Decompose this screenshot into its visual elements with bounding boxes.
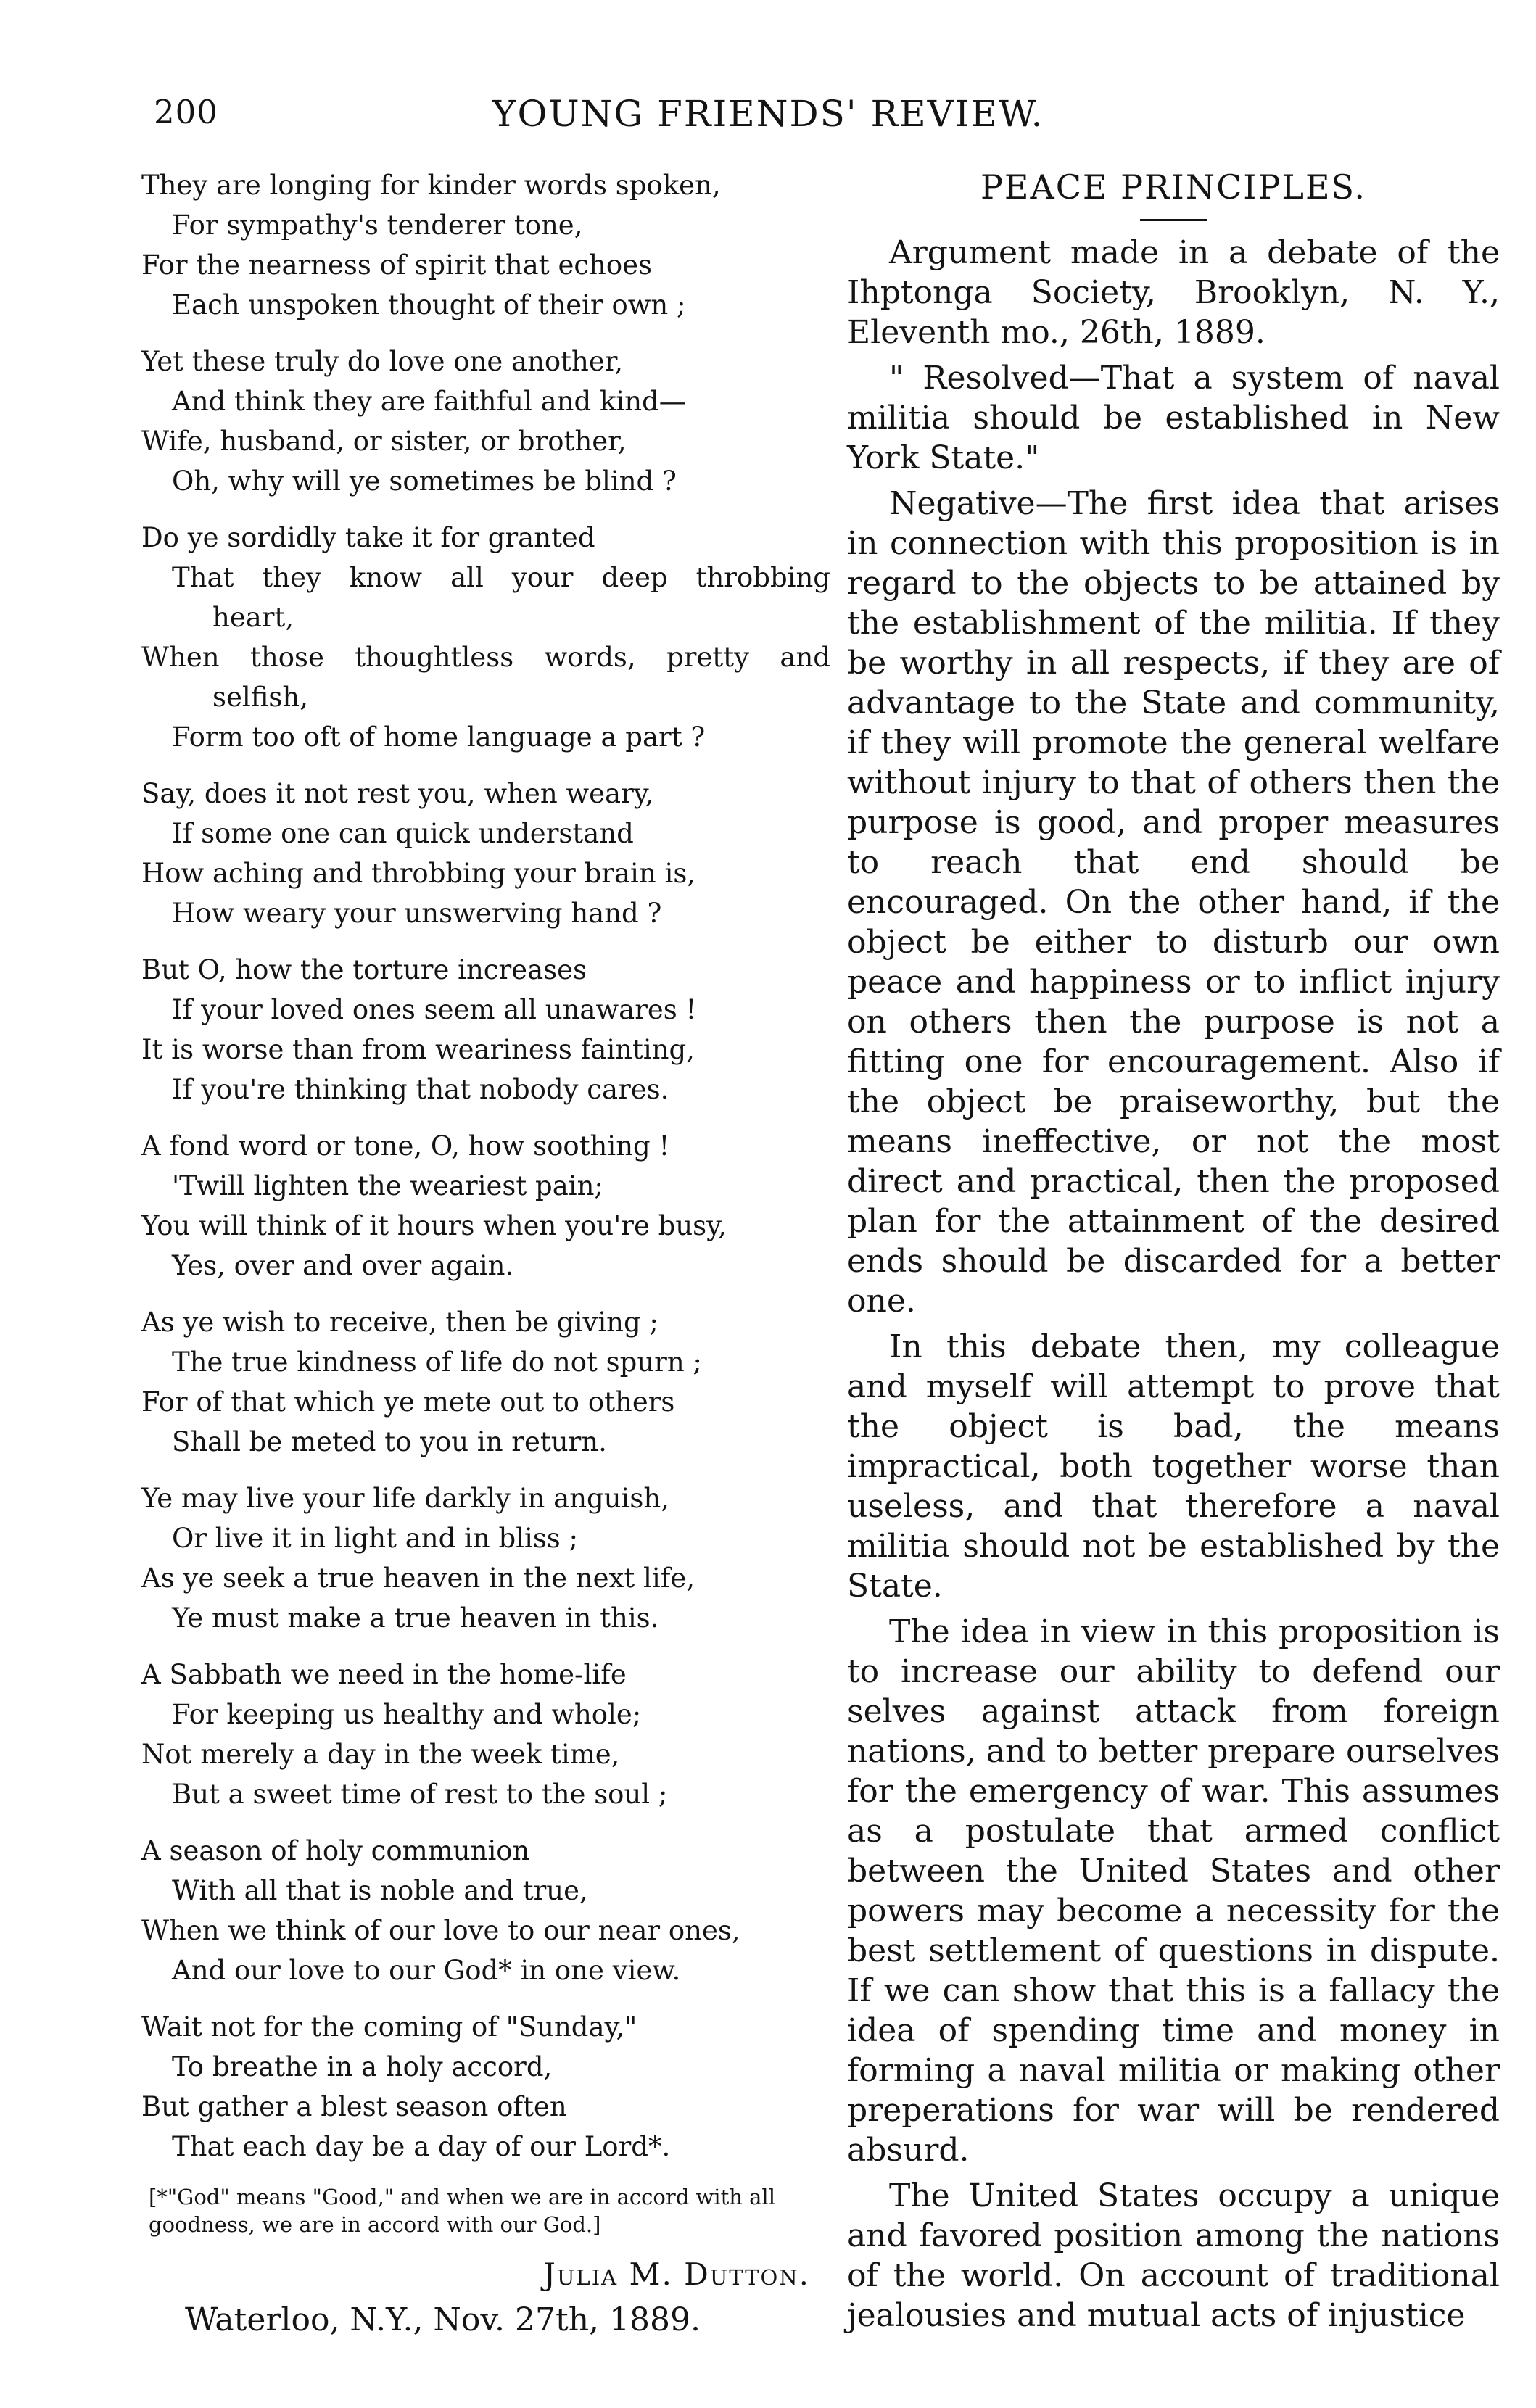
poem-line: How weary your unswerving hand ?	[172, 898, 662, 929]
poem-stanza	[141, 1831, 830, 1990]
poem-line: For of that which ye mete out to others	[141, 1386, 675, 1418]
poem-line: That each day be a day of our Lord*.	[172, 2131, 671, 2162]
poem-line: It is worse than from weariness fainting,	[141, 1034, 695, 1065]
poem-line: A season of holy communion	[141, 1835, 530, 1866]
poem-line: They are longing for kinder words spoken,	[141, 170, 721, 201]
poem-line: For keeping us healthy and whole;	[172, 1699, 642, 1730]
poem-stanza	[141, 1478, 830, 1638]
author-signature: Julia M. Dutton.	[543, 2256, 810, 2292]
poem-line: Ye must make a true heaven in this.	[172, 1602, 659, 1634]
poem-stanza	[141, 165, 830, 325]
poem-stanza	[141, 1302, 830, 1462]
running-title: YOUNG FRIENDS' REVIEW.	[492, 93, 1044, 135]
page-header	[0, 93, 1536, 144]
poem-line: But gather a blest season often	[141, 2091, 567, 2122]
poem-line: For the nearness of spirit that echoes	[141, 249, 653, 281]
poem-stanza	[141, 950, 830, 1109]
poem-line: Form too oft of home language a part ?	[172, 721, 706, 753]
article-paragraph: The United States occupy a unique and favored position among the nations of the world. On account of traditional jealousies and mutual acts of injustice	[847, 2177, 1500, 2334]
poem-line: Oh, why will ye sometimes be blind ?	[172, 466, 677, 497]
poem-stanza	[141, 2007, 830, 2167]
poem-line: With all that is noble and true,	[172, 1875, 588, 1906]
poem-line: heart,	[212, 602, 294, 633]
page-number: 200	[154, 93, 218, 131]
article-paragraph: Negative—The first idea that arises in connection with this proposition is in regard to the objects to be attained by the establishment of the militia. If they be worthy in all respects, if they are of advantage to the State and community, if they will promote the general welfare without injury to that of others then the purpose is good, and proper measures to reach that end should be encouraged. On the other hand, if the object be either to disturb our own peace and happiness or to inflict injury on others then the purpose is not a fitting one for encouragement. Also if the object be praiseworthy, but the means ineffective, or not the most direct and practical, then the proposed plan for the attainment of the desired ends should be discarded for a better one.	[847, 485, 1500, 1320]
poem-column	[141, 165, 830, 2340]
poem-line: Wife, husband, or sister, or brother,	[141, 426, 627, 457]
poem-line: Not merely a day in the week time,	[141, 1739, 620, 1770]
poem-line: Wait not for the coming of "Sunday,"	[141, 2011, 637, 2043]
poem-stanza	[141, 774, 830, 933]
poem-line: Ye may live your life darkly in anguish,	[141, 1483, 669, 1514]
poem-line: For sympathy's tenderer tone,	[172, 210, 583, 241]
poem-line: But a sweet time of rest to the soul ;	[172, 1779, 668, 1810]
poem-stanza	[141, 518, 830, 757]
poem-line: When we think of our love to our near ones,	[141, 1915, 740, 1946]
poem-line: Or live it in light and in bliss ;	[172, 1523, 579, 1554]
poem-line: Each unspoken thought of their own ;	[172, 289, 686, 320]
article-paragraph: The idea in view in this proposition is to increase our ability to defend our selves against attack from foreign nations, and to better prepare ourselves for the emergency of war. This assumes as a postulate that armed conflict between the United States and other powers may become a necessity for the best settlement of questions in dispute. If we can show that this is a fallacy the idea of spending time and money in forming a naval militia or making other preperations for war will be rendered absurd.	[847, 1613, 1500, 2169]
poem-line: As ye wish to receive, then be giving ;	[141, 1307, 658, 1338]
poem-line: A fond word or tone, O, how soothing !	[141, 1130, 670, 1162]
poem-line: When those thoughtless words, pretty and	[141, 642, 830, 673]
poem-line: And think they are faithful and kind—	[172, 386, 686, 417]
poem-line: selfish,	[212, 682, 308, 713]
place-date: Waterloo, N.Y., Nov. 27th, 1889.	[185, 2301, 701, 2338]
article-column	[847, 165, 1500, 2335]
poem-line: 'Twill lighten the weariest pain;	[172, 1170, 603, 1201]
poem-stanza	[141, 342, 830, 501]
poem-line: A Sabbath we need in the home-life	[141, 1659, 627, 1690]
title-rule	[1140, 219, 1207, 221]
poem-line: Say, does it not rest you, when weary,	[141, 778, 654, 809]
poem-line: Shall be meted to you in return.	[172, 1426, 607, 1457]
poem-line: How aching and throbbing your brain is,	[141, 858, 696, 889]
poem-footnote: [*"God" means "Good," and when we are in accord with all goodness, we are in accord with our God.]	[149, 2185, 775, 2237]
article-title: PEACE PRINCIPLES.	[980, 167, 1367, 207]
poem-line: Yes, over and over again.	[172, 1250, 514, 1281]
poem-line: But O, how the torture increases	[141, 954, 587, 985]
poem-line: You will think of it hours when you're busy,	[141, 1210, 727, 1241]
article-paragraph: " Resolved—That a system of naval militia should be established in New York State."	[847, 360, 1500, 476]
poem-line: As ye seek a true heaven in the next life,	[141, 1563, 695, 1594]
poem-line: If you're thinking that nobody cares.	[172, 1074, 669, 1105]
poem-line: The true kindness of life do not spurn ;	[172, 1346, 702, 1378]
poem-line: If your loved ones seem all unawares !	[172, 994, 697, 1025]
poem-stanzas	[141, 165, 830, 2167]
article-body	[847, 233, 1500, 2335]
poem-line: That they know all your deep throbbing	[172, 562, 830, 593]
poem-line: If some one can quick understand	[172, 818, 634, 849]
poem-stanza	[141, 1655, 830, 1814]
poem-line: Yet these truly do love one another,	[141, 346, 624, 377]
poem-stanza	[141, 1126, 830, 1286]
article-paragraph: Argument made in a debate of the Ihptonga Society, Brooklyn, N. Y., Eleventh mo., 26th, 1889.	[847, 234, 1500, 351]
poem-line: And our love to our God* in one view.	[172, 1955, 681, 1986]
poem-line: To breathe in a holy accord,	[172, 2051, 553, 2082]
poem-line: Do ye sordidly take it for granted	[141, 522, 595, 553]
article-paragraph: In this debate then, my colleague and myself will attempt to prove that the object is bad, the means impractical, both together worse than useless, and that therefore a naval militia should not be established by the State.	[847, 1328, 1500, 1605]
